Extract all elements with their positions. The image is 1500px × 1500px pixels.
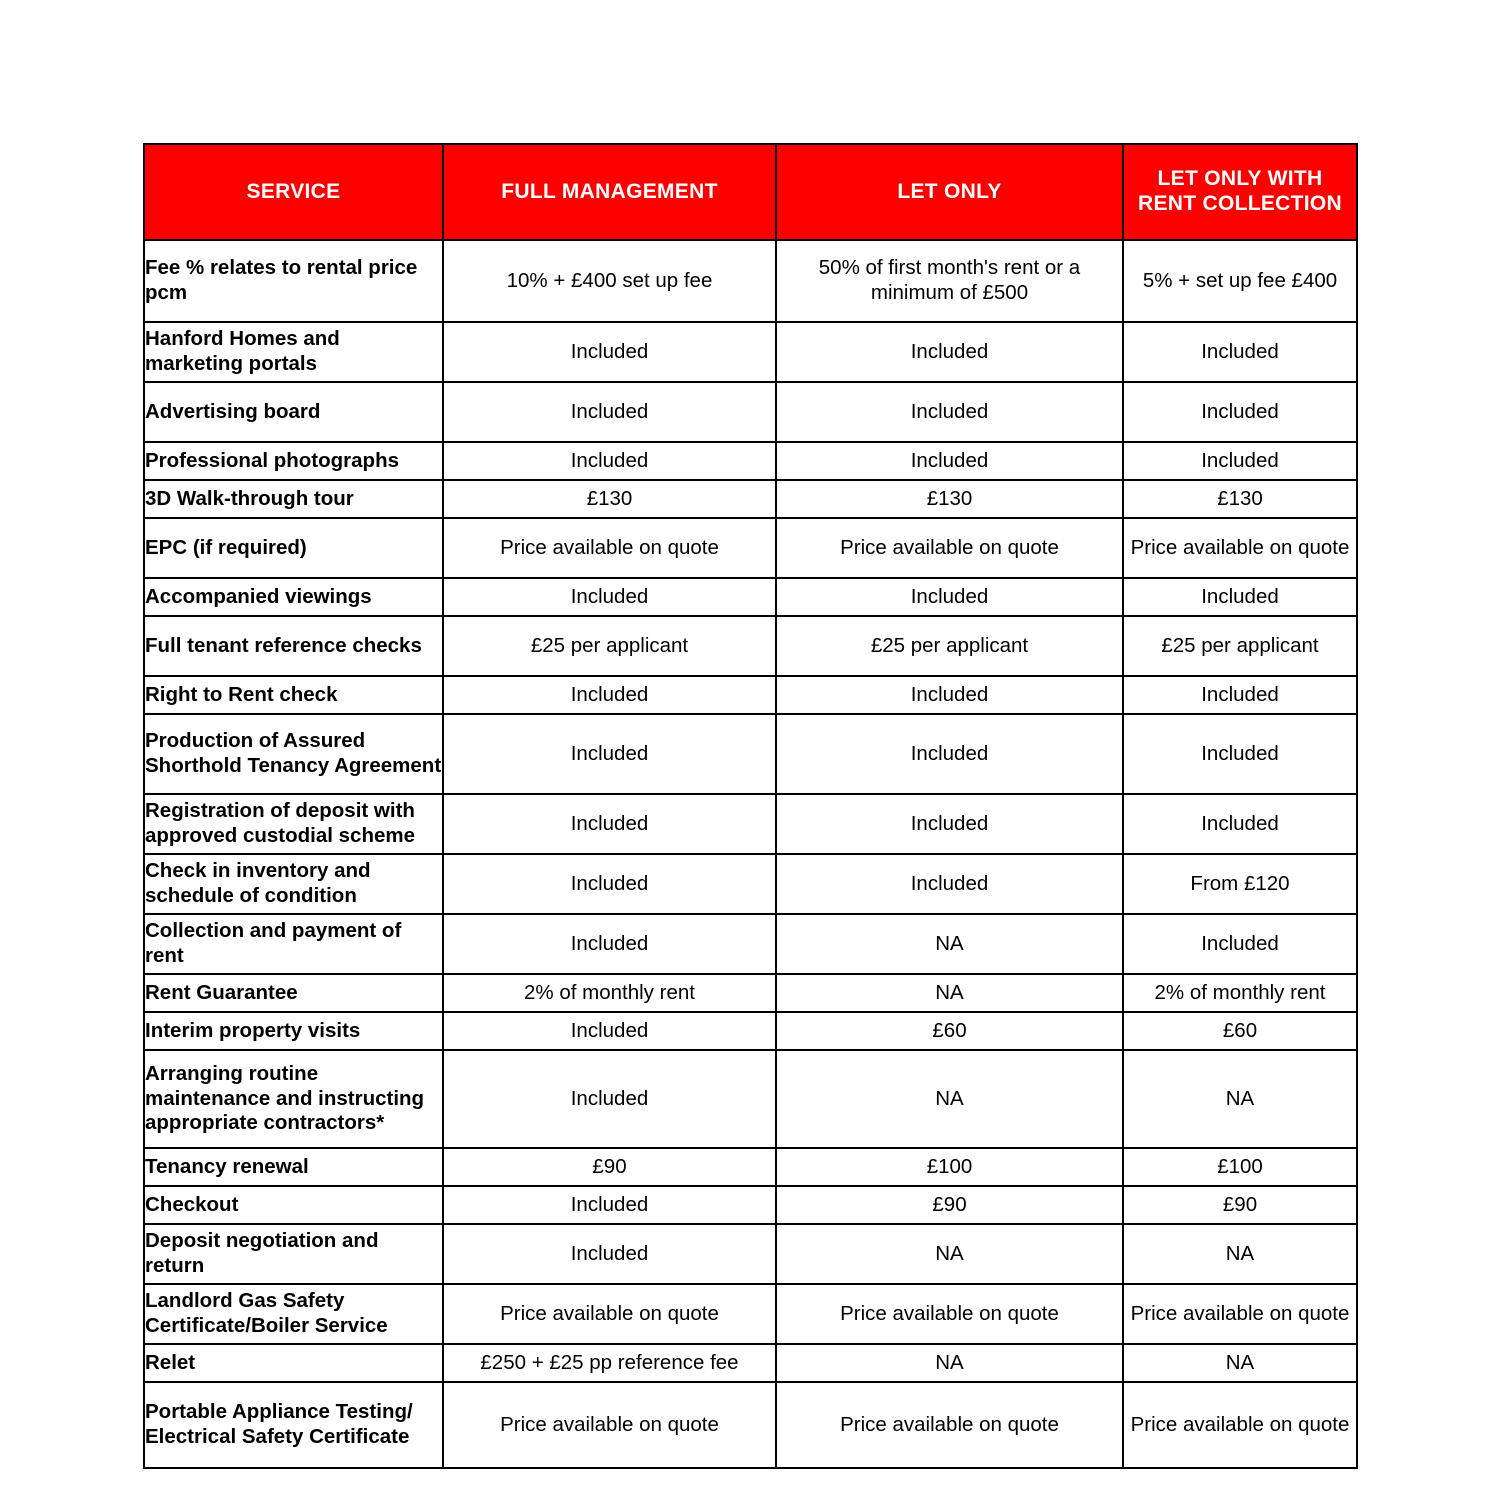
row-value-let-only-rent-collection: 5% + set up fee £400 bbox=[1123, 240, 1357, 322]
row-value-let-only: 50% of first month's rent or a minimum of £500 bbox=[776, 240, 1123, 322]
table-row bbox=[144, 480, 1357, 518]
row-value-full-management: Included bbox=[443, 854, 776, 914]
row-value-let-only: Price available on quote bbox=[776, 518, 1123, 578]
row-value-let-only: Included bbox=[776, 854, 1123, 914]
row-service-label: Production of Assured Shorthold Tenancy Agreement bbox=[144, 714, 443, 794]
row-value-full-management: Included bbox=[443, 322, 776, 382]
row-service-label: Relet bbox=[144, 1344, 443, 1382]
row-value-let-only: Price available on quote bbox=[776, 1284, 1123, 1344]
row-value-let-only-rent-collection: NA bbox=[1123, 1224, 1357, 1284]
row-value-let-only-rent-collection: £60 bbox=[1123, 1012, 1357, 1050]
column-header-let-only-label: LET ONLY bbox=[897, 179, 1002, 203]
row-value-let-only-rent-collection: Included bbox=[1123, 382, 1357, 442]
row-service-label: Deposit negotiation and return bbox=[144, 1224, 443, 1284]
row-value-full-management: Included bbox=[443, 714, 776, 794]
column-header-full-management bbox=[443, 144, 776, 240]
row-service-label: EPC (if required) bbox=[144, 518, 443, 578]
row-value-let-only: Included bbox=[776, 794, 1123, 854]
row-value-let-only-rent-collection: 2% of monthly rent bbox=[1123, 974, 1357, 1012]
row-value-full-management: Included bbox=[443, 676, 776, 714]
table-row bbox=[144, 1012, 1357, 1050]
table-row bbox=[144, 1186, 1357, 1224]
row-value-full-management: £25 per applicant bbox=[443, 616, 776, 676]
table-row bbox=[144, 854, 1357, 914]
row-value-full-management: Included bbox=[443, 1012, 776, 1050]
table-row bbox=[144, 442, 1357, 480]
row-value-let-only-rent-collection: Included bbox=[1123, 714, 1357, 794]
column-header-let-only-with-rent-collection-line1: LET ONLY WITH bbox=[1157, 167, 1323, 191]
row-value-let-only-rent-collection: £25 per applicant bbox=[1123, 616, 1357, 676]
row-value-let-only: Included bbox=[776, 676, 1123, 714]
row-value-let-only-rent-collection: Included bbox=[1123, 676, 1357, 714]
table-row bbox=[144, 1050, 1357, 1148]
table-header bbox=[144, 144, 1357, 240]
row-value-let-only: Included bbox=[776, 714, 1123, 794]
table-header-row bbox=[144, 144, 1357, 240]
row-value-let-only: Included bbox=[776, 442, 1123, 480]
table-row bbox=[144, 578, 1357, 616]
table-row bbox=[144, 974, 1357, 1012]
row-value-full-management: £130 bbox=[443, 480, 776, 518]
table-row bbox=[144, 914, 1357, 974]
row-value-let-only-rent-collection: Price available on quote bbox=[1123, 518, 1357, 578]
row-value-full-management: Price available on quote bbox=[443, 518, 776, 578]
row-service-label: Portable Appliance Testing/ Electrical Safety Certificate bbox=[144, 1382, 443, 1468]
row-service-label: Rent Guarantee bbox=[144, 974, 443, 1012]
row-service-label: Full tenant reference checks bbox=[144, 616, 443, 676]
row-value-let-only: NA bbox=[776, 974, 1123, 1012]
column-header-full-management-label: FULL MANAGEMENT bbox=[501, 179, 718, 203]
row-value-full-management: Included bbox=[443, 578, 776, 616]
row-service-label: Registration of deposit with approved custodial scheme bbox=[144, 794, 443, 854]
table-row bbox=[144, 1148, 1357, 1186]
row-service-label: Right to Rent check bbox=[144, 676, 443, 714]
row-service-label: Landlord Gas Safety Certificate/Boiler Service bbox=[144, 1284, 443, 1344]
row-service-label: Arranging routine maintenance and instructing appropriate contractors* bbox=[144, 1050, 443, 1148]
row-service-label: Interim property visits bbox=[144, 1012, 443, 1050]
row-value-full-management: Included bbox=[443, 914, 776, 974]
table-row bbox=[144, 240, 1357, 322]
column-header-service-label: SERVICE bbox=[246, 179, 341, 203]
table-row bbox=[144, 382, 1357, 442]
row-service-label: Professional photographs bbox=[144, 442, 443, 480]
column-header-let-only bbox=[776, 144, 1123, 240]
row-value-full-management: 10% + £400 set up fee bbox=[443, 240, 776, 322]
row-service-label: 3D Walk-through tour bbox=[144, 480, 443, 518]
table-row bbox=[144, 322, 1357, 382]
table-row bbox=[144, 1284, 1357, 1344]
row-value-let-only: Price available on quote bbox=[776, 1382, 1123, 1468]
table-row bbox=[144, 794, 1357, 854]
row-value-let-only: Included bbox=[776, 578, 1123, 616]
row-value-let-only-rent-collection: Included bbox=[1123, 914, 1357, 974]
row-value-let-only: NA bbox=[776, 1344, 1123, 1382]
row-value-let-only-rent-collection: NA bbox=[1123, 1344, 1357, 1382]
row-value-let-only-rent-collection: From £120 bbox=[1123, 854, 1357, 914]
table-row bbox=[144, 616, 1357, 676]
row-value-let-only-rent-collection: Included bbox=[1123, 794, 1357, 854]
fee-comparison-table-container bbox=[143, 143, 1356, 1469]
row-value-let-only: NA bbox=[776, 1050, 1123, 1148]
table-row bbox=[144, 1344, 1357, 1382]
row-value-let-only: £100 bbox=[776, 1148, 1123, 1186]
row-value-full-management: 2% of monthly rent bbox=[443, 974, 776, 1012]
row-value-full-management: Price available on quote bbox=[443, 1382, 776, 1468]
row-service-label: Collection and payment of rent bbox=[144, 914, 443, 974]
row-value-let-only-rent-collection: NA bbox=[1123, 1050, 1357, 1148]
row-service-label: Fee % relates to rental price pcm bbox=[144, 240, 443, 322]
table-row bbox=[144, 676, 1357, 714]
table-body bbox=[144, 240, 1357, 1468]
row-service-label: Accompanied viewings bbox=[144, 578, 443, 616]
row-value-let-only: Included bbox=[776, 382, 1123, 442]
row-value-let-only: NA bbox=[776, 1224, 1123, 1284]
row-value-full-management: Included bbox=[443, 382, 776, 442]
table-row bbox=[144, 518, 1357, 578]
row-value-let-only-rent-collection: Price available on quote bbox=[1123, 1284, 1357, 1344]
row-value-let-only: £90 bbox=[776, 1186, 1123, 1224]
row-value-let-only-rent-collection: £100 bbox=[1123, 1148, 1357, 1186]
row-value-let-only-rent-collection: Included bbox=[1123, 322, 1357, 382]
row-value-let-only: £130 bbox=[776, 480, 1123, 518]
row-service-label: Checkout bbox=[144, 1186, 443, 1224]
row-value-let-only-rent-collection: £90 bbox=[1123, 1186, 1357, 1224]
row-value-let-only: Included bbox=[776, 322, 1123, 382]
column-header-let-only-with-rent-collection-line2: RENT COLLECTION bbox=[1138, 192, 1342, 215]
table-row bbox=[144, 714, 1357, 794]
table-row bbox=[144, 1224, 1357, 1284]
row-value-let-only-rent-collection: Included bbox=[1123, 578, 1357, 616]
row-value-full-management: Included bbox=[443, 1224, 776, 1284]
row-value-let-only: NA bbox=[776, 914, 1123, 974]
row-value-full-management: Price available on quote bbox=[443, 1284, 776, 1344]
row-service-label: Hanford Homes and marketing portals bbox=[144, 322, 443, 382]
row-value-let-only: £60 bbox=[776, 1012, 1123, 1050]
row-value-full-management: £250 + £25 pp reference fee bbox=[443, 1344, 776, 1382]
row-value-let-only-rent-collection: Included bbox=[1123, 442, 1357, 480]
row-service-label: Advertising board bbox=[144, 382, 443, 442]
row-value-let-only-rent-collection: £130 bbox=[1123, 480, 1357, 518]
row-value-full-management: Included bbox=[443, 794, 776, 854]
fee-comparison-table bbox=[143, 143, 1358, 1469]
row-value-full-management: £90 bbox=[443, 1148, 776, 1186]
row-service-label: Check in inventory and schedule of condition bbox=[144, 854, 443, 914]
column-header-let-only-with-rent-collection bbox=[1123, 144, 1357, 240]
row-value-let-only: £25 per applicant bbox=[776, 616, 1123, 676]
row-value-let-only-rent-collection: Price available on quote bbox=[1123, 1382, 1357, 1468]
row-value-full-management: Included bbox=[443, 1186, 776, 1224]
row-service-label: Tenancy renewal bbox=[144, 1148, 443, 1186]
row-value-full-management: Included bbox=[443, 442, 776, 480]
table-row bbox=[144, 1382, 1357, 1468]
row-value-full-management: Included bbox=[443, 1050, 776, 1148]
column-header-service bbox=[144, 144, 443, 240]
